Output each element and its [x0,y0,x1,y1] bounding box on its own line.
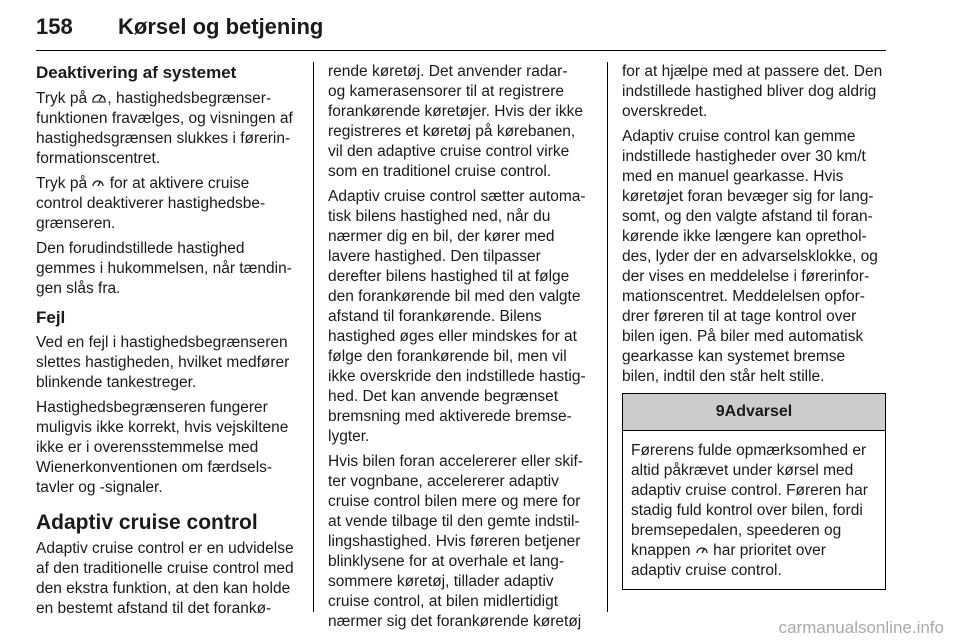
speed-limiter-icon [91,89,107,109]
warning-box [622,393,886,590]
heading-error: Fejl [36,308,66,327]
paragraph: Adaptiv cruise control kan gemme indstillede hastigheder over 30 km/t med en manuel gearkasse. Hvis køretøjet foran bevæger sig for lang- somt, og den valgte afstand til foran- kørende ikke længere kan oprethol- des, lyder der en advarselsklokke, og der vises en meddelelse i førerinfor- mationscentret. Meddelelsen opfor- drer føreren til at tage kontrol over bilen igen. På biler med automatisk gearkasse kan systemet bremse bilen, indtil den står helt stille. [622,128,878,385]
paragraph: Adaptiv cruise control sætter automa- tisk bilens hastighed ned, når du nærmer dig en bil, der kører med lavere hastighed. Den tilpasser derefter bilens hastighed til at følge den forankørende bil med den valgte afstand til forankørende. Bilens hastighed øges eller mindskes for at følge den forankørende bil, men vil ikke overskride den indstillede hastig- hed. Det kan anvende begrænset bremsning med aktiverede bremse- lygter. [328,188,586,445]
cruise-control-icon [91,174,105,194]
header-rule [36,50,886,51]
heading-deactivation: Deaktivering af systemet [36,63,237,82]
paragraph: rende køretøj. Det anvender radar- og kamerasensorer til at registrere forankørende køretøjer. Hvis der ikke registreres et køretøj på kørebanen, vil den adaptive cruise control virke som en traditionel cruise control. [328,63,583,180]
cruise-control-icon [695,541,709,561]
column-3 [622,62,886,590]
paragraph: Hvis bilen foran accelererer eller skif- ter vognbane, accelererer adaptiv cruise control bilen mere og mere for at vende tilbage til den gemte indstil- lingshastighed. Hvis føreren betjener blinklysene for at overhale et lang- sommere køretøj, tillader adaptiv cruise control, at bilen midlertidigt nærmer sig det forankørende køretøj [328,453,583,630]
page-title: Kørsel og betjening [118,14,324,39]
column-divider [607,62,608,612]
warning-body: Førerens fulde opmærksomhed er altid påkrævet under kørsel med adaptiv cruise control. Føreren har stadig fuld kontrol over bilen, fordi bremsepedalen, speederen og knappen har prioritet over adaptiv cruise control. [631,442,868,579]
page-number: 158 [36,14,73,39]
column-divider [313,62,314,612]
paragraph: Ved en fejl i hastighedsbegrænseren slettes hastigheden, hvilket medfører blinkende tankestreger. [36,334,290,391]
column-2 [328,62,596,637]
page-header [36,14,886,52]
paragraph: for at hjælpe med at passere det. Den indstillede hastighed bliver dog aldrig overskredet. [622,63,883,120]
paragraph: Hastighedsbegrænseren fungerer muligvis ikke korrekt, hvis vejskiltene ikke er i overensstemmelse med Wienerkonventionen om færdsels- tavler og -signaler. [36,399,289,496]
paragraph: Tryk på , hastighedsbegrænser- funktionen fravælges, og visningen af hastighedsgrænsen slukkes i førerin- formationscentret. [36,90,293,167]
warning-title: Advarsel [724,403,793,420]
paragraph: Tryk på for at aktivere cruise control deaktiverer hastighedsbe- grænseren. [36,175,266,232]
warning-symbol: 9 [715,403,725,420]
column-1 [36,62,300,624]
paragraph: Den forudindstillede hastighed gemmes i hukommelsen, når tændin- gen slås fra. [36,240,292,297]
watermark: carmanualsonline.info [778,618,944,637]
heading-adaptive-cruise-control: Adaptiv cruise control [36,511,258,534]
warning-header [623,394,885,431]
paragraph: Adaptiv cruise control er en udvidelse af den traditionelle cruise control med den ekstra funktion, at den kan holde en bestemt afstand til det forankø- [36,540,294,617]
